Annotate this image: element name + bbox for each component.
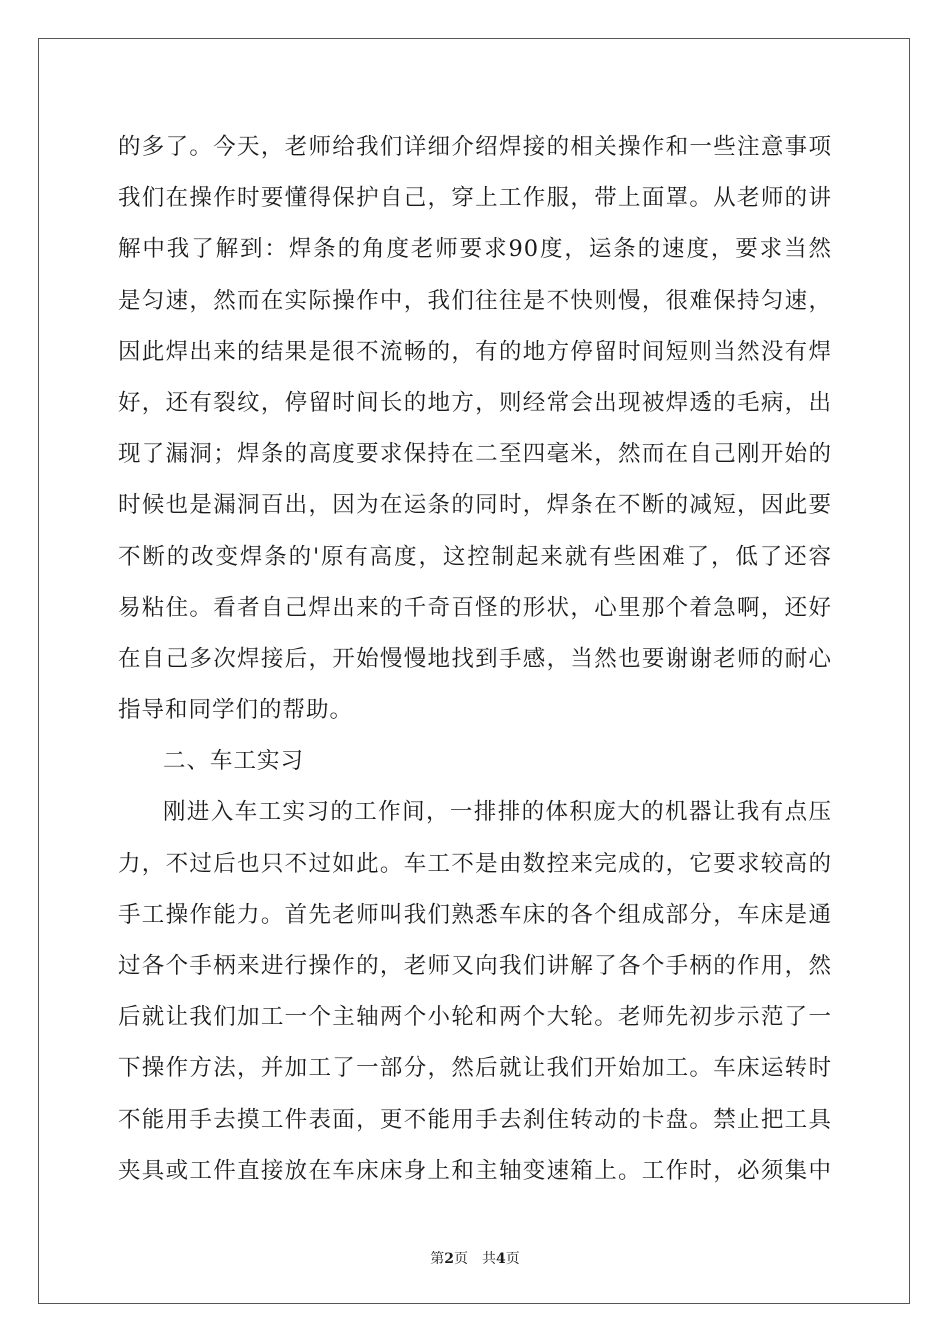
text-line: 易粘住。看者自己焊出来的千奇百怪的形状，心里那个着急啊，还好 [118, 594, 832, 621]
text-line: 现了漏洞；焊条的高度要求保持在二至四毫米，然而在自己刚开始的 [118, 441, 832, 468]
text-line: 下操作方法，并加工了一部分，然后就让我们开始加工。车床运转时 [118, 1055, 832, 1082]
text-line: 不能用手去摸工件表面，更不能用手去刹住转动的卡盘。禁止把工具 [118, 1106, 832, 1133]
text-line: 刚进入车工实习的工作间，一排排的体积庞大的机器让我有点压 [163, 799, 832, 826]
text-line: 是匀速，然而在实际操作中，我们往往是不快则慢，很难保持匀速， [118, 287, 832, 314]
section-heading: 二、车工实习 [163, 748, 305, 775]
text-line: 的多了。今天，老师给我们详细介绍焊接的相关操作和一些注意事项 [118, 134, 832, 160]
text-line: 手工操作能力。首先老师叫我们熟悉车床的各个组成部分，车床是通 [118, 901, 832, 928]
page-number: 第2页 [430, 1251, 468, 1267]
text-line: 不断的改变焊条的'原有高度，这控制起来就有些困难了，低了还容 [118, 543, 832, 570]
text-line: 因此焊出来的结果是很不流畅的，有的地方停留时间短则当然没有焊 [118, 338, 832, 365]
paragraph-lathe [118, 787, 832, 1197]
text-line: 后就让我们加工一个主轴两个小轮和两个大轮。老师先初步示范了一 [118, 1004, 832, 1031]
text-line: 时候也是漏洞百出，因为在运条的同时，焊条在不断的减短，因此要 [118, 492, 832, 519]
page-footer [0, 1248, 950, 1268]
text-line: 力，不过后也只不过如此。车工不是由数控来完成的，它要求较高的 [118, 850, 832, 877]
document-body [118, 122, 832, 1197]
text-line: 夹具或工件直接放在车床床身上和主轴变速箱上。工作时，必须集中 [118, 1157, 832, 1184]
text-line: 在自己多次焊接后，开始慢慢地找到手感，当然也要谢谢老师的耐心 [118, 645, 832, 672]
page-total: 共4页 [482, 1251, 520, 1267]
text-line: 指导和同学们的帮助。 [118, 697, 354, 724]
text-line: 解中我了解到：焊条的角度老师要求90度，运条的速度，要求当然 [118, 236, 832, 263]
text-line: 好，还有裂纹，停留时间长的地方，则经常会出现被焊透的毛病，出 [118, 389, 832, 416]
text-line: 我们在操作时要懂得保护自己，穿上工作服，带上面罩。从老师的讲 [118, 185, 832, 212]
paragraph-continuation [118, 122, 832, 736]
text-line: 过各个手柄来进行操作的，老师又向我们讲解了各个手柄的作用，然 [118, 953, 832, 979]
